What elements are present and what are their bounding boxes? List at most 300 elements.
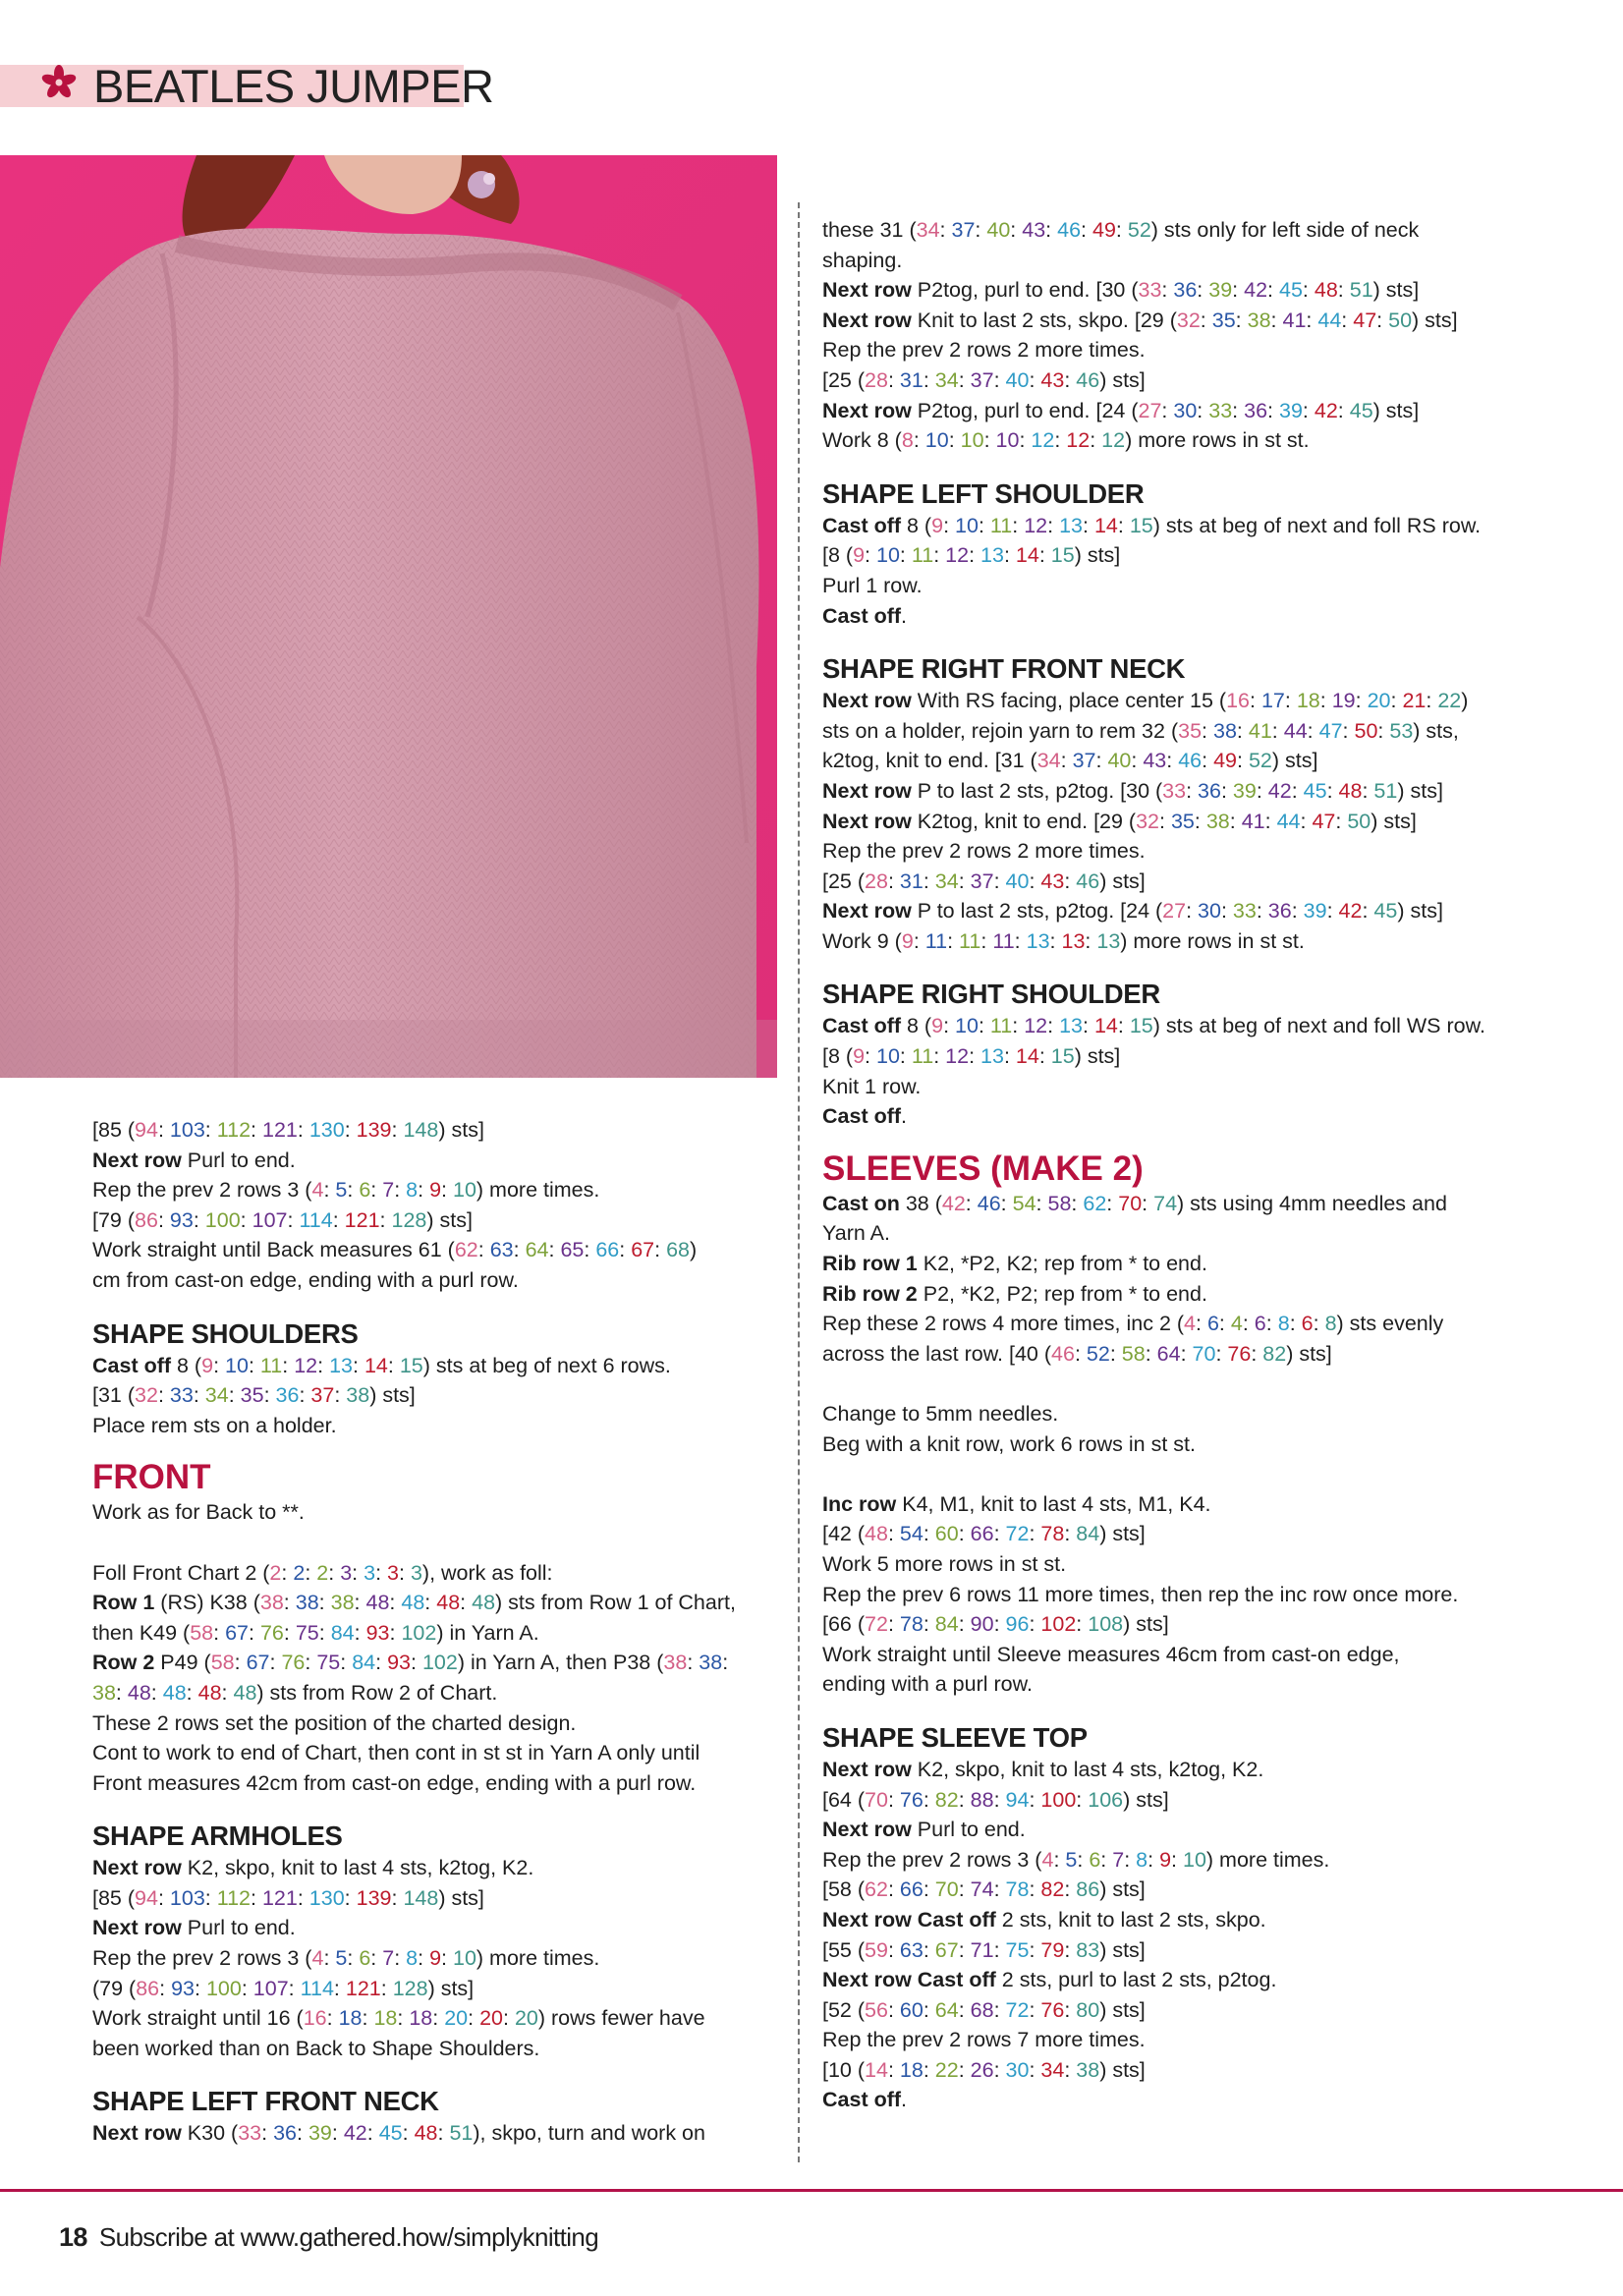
pattern-text: :	[331, 2121, 344, 2146]
size-value: 3	[410, 1560, 422, 1585]
pattern-text: :	[248, 1353, 260, 1377]
size-value: 114	[300, 1976, 334, 2000]
pattern-text: :	[1307, 718, 1319, 743]
size-value: 38	[295, 1591, 319, 1615]
size-value: 67	[246, 1651, 270, 1675]
pattern-text: K2, *P2, K2; rep from * to end.	[917, 1252, 1207, 1276]
size-value: 58	[1121, 1341, 1146, 1366]
size-value: 30	[1198, 899, 1221, 924]
size-value: 121	[344, 1207, 380, 1232]
size-value: 70	[1118, 1191, 1143, 1215]
size-value: 8	[1277, 1312, 1290, 1336]
pattern-text: :	[1077, 1847, 1090, 1872]
pattern-text: P to last 2 sts, p2tog. [24 (	[911, 899, 1163, 924]
pattern-text: ), work as foll:	[421, 1560, 553, 1585]
pattern-text: .	[901, 603, 908, 628]
instruction-label: Rib row 2	[822, 1281, 918, 1306]
pattern-text: Purl to end.	[181, 1916, 296, 1940]
size-value: 18	[373, 2006, 398, 2031]
size-value: 37	[970, 868, 994, 893]
size-value: 42	[343, 2121, 367, 2146]
size-value: 14	[865, 2057, 888, 2082]
size-value: 6	[359, 1178, 371, 1203]
size-value: 10	[955, 1014, 979, 1038]
size-value: 6	[1089, 1847, 1101, 1872]
size-value: 11	[959, 928, 981, 953]
pattern-text: :	[958, 367, 971, 392]
size-value: 43	[1040, 868, 1065, 893]
size-value: 46	[1178, 749, 1203, 773]
pattern-text: [25 (	[822, 367, 866, 392]
pattern-line	[822, 1580, 1530, 1610]
size-value: 20	[444, 2006, 469, 2031]
pattern-line	[92, 1115, 766, 1146]
pattern-text: K4, M1, knit to last 4 sts, M1, K4.	[896, 1491, 1211, 1516]
pattern-text: :	[379, 1207, 392, 1232]
size-value: 78	[899, 1612, 923, 1637]
size-value: 58	[1047, 1191, 1072, 1215]
size-value: 12	[294, 1353, 318, 1377]
size-value: 76	[1227, 1341, 1252, 1366]
pattern-text: [52 (	[822, 1997, 866, 2022]
pattern-text: ) sts]	[1099, 868, 1146, 893]
pattern-text: ) sts evenly	[1336, 1312, 1444, 1336]
pattern-text: :	[1038, 543, 1051, 568]
pattern-text: P49 (	[154, 1651, 211, 1675]
size-value: 34	[204, 1383, 229, 1408]
pattern-text: :	[159, 1976, 172, 2000]
pattern-text: :	[1064, 1877, 1077, 1902]
subsection-heading: SHAPE RIGHT FRONT NECK	[822, 653, 1186, 685]
pattern-line	[92, 1175, 766, 1205]
size-value: 19	[1331, 689, 1356, 713]
pattern-text: Rep these 2 rows 4 more times, inc 2 (	[822, 1312, 1185, 1336]
size-value: 38	[346, 1383, 370, 1408]
pattern-text: :	[1237, 749, 1249, 773]
pattern-text: :	[1142, 1191, 1154, 1215]
pattern-text: [64 (	[822, 1787, 866, 1812]
pattern-text: :	[399, 1560, 411, 1585]
size-value: 4	[1230, 1312, 1243, 1336]
pattern-text: ) sts using 4mm needles and	[1177, 1191, 1447, 1215]
pattern-text: Beg with a knit row, work 6 rows in st st.	[822, 1431, 1196, 1456]
size-value: 108	[1088, 1612, 1124, 1637]
size-value: 45	[1349, 398, 1373, 422]
size-value: 45	[378, 2121, 403, 2146]
pattern-text: With RS facing, place center 15 (	[911, 689, 1227, 713]
pattern-text: :	[923, 1877, 935, 1902]
size-value: 16	[303, 2006, 327, 2031]
pattern-text: :	[1012, 1014, 1025, 1038]
instruction-label: Row 2	[92, 1651, 155, 1675]
pattern-text: Work 9 (	[822, 928, 902, 953]
pattern-line	[92, 1853, 766, 1883]
pattern-text: :	[1267, 278, 1279, 303]
pattern-text: :	[1064, 1937, 1077, 1962]
pattern-text: :	[389, 1620, 402, 1645]
pattern-text: :	[394, 1178, 407, 1203]
pattern-text: :	[282, 1353, 295, 1377]
size-value: 86	[135, 1207, 158, 1232]
size-value: 86	[1076, 1877, 1100, 1902]
size-value: 46	[1057, 218, 1082, 242]
size-value: 52	[1086, 1341, 1110, 1366]
pattern-text: ) sts,	[1413, 718, 1459, 743]
pattern-text: :	[1202, 749, 1214, 773]
pattern-text: :	[1229, 809, 1242, 833]
pattern-line	[822, 1669, 1530, 1700]
column-divider	[798, 202, 800, 2162]
pattern-line	[92, 1380, 766, 1411]
pattern-text: ) in Yarn A, then P38 (	[457, 1651, 664, 1675]
pattern-text: been worked than on Back to Shape Shoulders.	[92, 2036, 540, 2060]
pattern-text: :	[352, 1560, 364, 1585]
size-value: 39	[1232, 778, 1257, 803]
size-value: 94	[1005, 1787, 1030, 1812]
pattern-line	[822, 807, 1530, 837]
size-value: 49	[1213, 749, 1238, 773]
size-value: 56	[865, 1997, 888, 2022]
pattern-text: Work 8 (	[822, 428, 902, 453]
pattern-text: :	[969, 543, 981, 568]
size-value: 2	[316, 1560, 329, 1585]
size-value: 30	[1173, 398, 1198, 422]
size-value: 5	[1065, 1847, 1078, 1872]
size-value: 67	[934, 1937, 959, 1962]
pattern-line	[92, 1497, 766, 1528]
pattern-text: K30 (	[181, 2121, 239, 2146]
size-value: 50	[1388, 308, 1413, 332]
pattern-text: :	[288, 1976, 301, 2000]
pattern-text: ) sts]	[1397, 899, 1443, 924]
pattern-text: ) sts at beg of next and foll WS row.	[1152, 1014, 1485, 1038]
pattern-text: :	[923, 1937, 935, 1962]
pattern-text: ) sts]	[1286, 1341, 1332, 1366]
pattern-text: :	[1106, 1191, 1119, 1215]
pattern-text: :	[1161, 278, 1174, 303]
pattern-text: :	[958, 1937, 971, 1962]
pattern-text: [85 (	[92, 1885, 136, 1910]
pattern-text: K2tog, knit to end. [29 (	[911, 809, 1137, 833]
size-value: 39	[308, 2121, 332, 2146]
size-value: 54	[1012, 1191, 1036, 1215]
instruction-label: Cast off	[822, 513, 902, 537]
pattern-text: :	[548, 1238, 561, 1262]
subsection-heading: SHAPE SLEEVE TOP	[822, 1721, 1088, 1753]
size-value: 9	[853, 1044, 866, 1069]
subsection-heading: SHAPE LEFT FRONT NECK	[92, 2086, 439, 2117]
pattern-text: :	[323, 1946, 336, 1971]
size-value: 88	[970, 1787, 994, 1812]
pattern-text: Purl to end.	[181, 1148, 296, 1172]
flower-icon	[41, 65, 77, 100]
pattern-text: :	[240, 1207, 252, 1232]
size-value: 34	[916, 218, 940, 242]
pattern-text: :	[1082, 513, 1094, 537]
size-value: 4	[1041, 1847, 1054, 1872]
size-value: 13	[1059, 513, 1083, 537]
size-value: 52	[1127, 218, 1151, 242]
size-value: 45	[1373, 899, 1398, 924]
size-value: 37	[951, 218, 976, 242]
pattern-text: :	[375, 1651, 388, 1675]
size-value: 75	[316, 1651, 341, 1675]
pattern-text: :	[654, 1238, 667, 1262]
pattern-text: :	[887, 2057, 900, 2082]
pattern-text: P2tog, purl to end. [30 (	[911, 278, 1139, 303]
pattern-text: :	[947, 928, 960, 953]
pattern-text: Knit to last 2 sts, skpo. [29 (	[911, 308, 1177, 332]
size-value: 11	[911, 1044, 934, 1069]
pattern-line	[822, 396, 1530, 426]
size-value: 84	[330, 1620, 355, 1645]
size-value: 2	[269, 1560, 282, 1585]
pattern-text: :	[943, 513, 956, 537]
pattern-line	[822, 1755, 1530, 1785]
pattern-text: [79 (	[92, 1207, 136, 1232]
instruction-label: Next row	[822, 809, 912, 833]
pattern-text: ) sts from Row 2 of Chart.	[256, 1680, 498, 1705]
size-value: 65	[560, 1238, 585, 1262]
size-value: 21	[1402, 689, 1427, 713]
pattern-text: ) more rows in st st.	[1120, 928, 1305, 953]
pattern-text: ) sts]	[1099, 2057, 1146, 2082]
pattern-text: :	[157, 1118, 170, 1142]
pattern-text: :	[923, 2057, 935, 2082]
size-value: 52	[1248, 749, 1272, 773]
pattern-text: :	[1171, 1847, 1183, 1872]
pattern-text: :	[261, 2121, 274, 2146]
pattern-text: :	[978, 1014, 990, 1038]
pattern-text: :	[334, 1383, 347, 1408]
pattern-text: :	[1166, 749, 1179, 773]
pattern-text: :	[1302, 398, 1315, 422]
pattern-text: :	[923, 1522, 935, 1546]
pattern-text: :	[251, 1885, 262, 1910]
pattern-line	[822, 1218, 1530, 1249]
size-value: 71	[970, 1937, 994, 1962]
pattern-text: :	[1235, 308, 1248, 332]
pattern-text: Change to 5mm needles.	[822, 1402, 1059, 1426]
pattern-text: shaping.	[822, 248, 903, 272]
pattern-text: :	[1242, 1312, 1255, 1336]
pattern-text: :	[1071, 1191, 1084, 1215]
pattern-text: :	[296, 2121, 308, 2146]
size-value: 45	[1303, 778, 1327, 803]
pattern-text: :	[1289, 1312, 1302, 1336]
pattern-line	[822, 1549, 1530, 1580]
size-value: 3	[340, 1560, 353, 1585]
pattern-text: :	[993, 1787, 1006, 1812]
size-value: 5	[335, 1946, 348, 1971]
size-value: 8	[406, 1178, 419, 1203]
pattern-line	[822, 215, 1530, 246]
pattern-text: :	[958, 1612, 971, 1637]
pattern-text: :	[1074, 1341, 1087, 1366]
pattern-text: :	[389, 1591, 402, 1615]
size-value: 11	[989, 1014, 1013, 1038]
size-value: 42	[1244, 278, 1268, 303]
pattern-text: :	[993, 1522, 1006, 1546]
pattern-text: :	[1376, 308, 1389, 332]
size-value: 33	[1232, 899, 1257, 924]
size-value: 31	[899, 868, 923, 893]
size-value: 32	[135, 1383, 158, 1408]
pattern-text: :	[1291, 778, 1304, 803]
size-value: 9	[853, 543, 866, 568]
size-value: 41	[1241, 809, 1265, 833]
pattern-text: (RS) K38 (	[154, 1591, 260, 1615]
size-value: 40	[1005, 868, 1030, 893]
size-value: 139	[356, 1885, 392, 1910]
pattern-text: :	[993, 367, 1006, 392]
pattern-text: :	[1284, 689, 1297, 713]
size-value: 43	[1143, 749, 1167, 773]
pattern-text: :	[186, 1680, 198, 1705]
pattern-text: [42 (	[822, 1522, 866, 1546]
size-value: 48	[162, 1680, 187, 1705]
size-value: 66	[595, 1238, 620, 1262]
pattern-text: :	[305, 1560, 317, 1585]
pattern-text: :	[157, 1383, 170, 1408]
pattern-text: :	[1054, 428, 1067, 453]
subsection-heading: SHAPE LEFT SHOULDER	[822, 477, 1145, 509]
pattern-text: :	[1319, 689, 1332, 713]
size-value: 72	[865, 1612, 888, 1637]
pattern-text: :	[157, 1207, 170, 1232]
pattern-text: ending with a purl row.	[822, 1672, 1033, 1697]
size-value: 130	[308, 1118, 345, 1142]
pattern-text: :	[1010, 218, 1023, 242]
size-value: 11	[911, 543, 934, 568]
instruction-label: Next row Cast off	[822, 1968, 996, 1992]
pattern-text: :	[1265, 1312, 1278, 1336]
pattern-text: :	[1047, 1014, 1060, 1038]
pattern-text: These 2 rows set the position of the charted design.	[92, 1710, 577, 1735]
size-value: 13	[1061, 928, 1086, 953]
size-value: 64	[1156, 1341, 1181, 1366]
pattern-line	[92, 1618, 766, 1649]
pattern-line	[822, 1189, 1530, 1219]
size-value: 107	[252, 1207, 288, 1232]
size-value: 11	[992, 928, 1015, 953]
size-value: 34	[1036, 749, 1061, 773]
pattern-text: :	[1426, 689, 1438, 713]
pattern-text: ) sts]	[1099, 1877, 1146, 1902]
size-value: 33	[1138, 278, 1162, 303]
pattern-text: [25 (	[822, 868, 866, 893]
size-value: 128	[391, 1207, 427, 1232]
size-value: 93	[365, 1620, 390, 1645]
pattern-text: :	[1035, 1191, 1048, 1215]
pattern-line	[822, 246, 1530, 276]
pattern-text: 2 sts, purl to last 2 sts, p2tog.	[995, 1968, 1277, 1992]
size-value: 40	[1005, 367, 1030, 392]
size-value: 75	[295, 1620, 319, 1645]
pattern-line	[92, 1351, 766, 1381]
pattern-text: :	[1045, 218, 1058, 242]
page-number: 18	[59, 2222, 87, 2252]
size-value: 13	[1026, 928, 1050, 953]
pattern-text: Work straight until Back measures 61 (	[92, 1238, 455, 1262]
size-value: 75	[1005, 1937, 1030, 1962]
size-value: 83	[1076, 1937, 1100, 1962]
pattern-text: ) sts]	[1123, 1787, 1169, 1812]
size-value: 13	[980, 543, 1004, 568]
pattern-text: :	[150, 1680, 163, 1705]
instruction-label: Next row	[822, 1818, 912, 1842]
size-value: 33	[169, 1383, 194, 1408]
instruction-label: Cast off	[822, 603, 902, 628]
pattern-text: :	[687, 1651, 700, 1675]
size-value: 11	[924, 928, 948, 953]
pattern-text: :	[887, 1997, 900, 2022]
size-value: 50	[1354, 718, 1378, 743]
size-value: 12	[1024, 1014, 1048, 1038]
size-value: 114	[299, 1207, 333, 1232]
size-value: 10	[995, 428, 1020, 453]
size-value: 37	[970, 367, 994, 392]
pattern-text: :	[370, 1178, 383, 1203]
pattern-text: :	[1000, 1191, 1013, 1215]
pattern-text: :	[366, 2121, 379, 2146]
size-value: 12	[945, 1044, 970, 1069]
size-value: 14	[1093, 1014, 1118, 1038]
pattern-text: :	[1197, 398, 1209, 422]
pattern-text: :	[204, 1885, 217, 1910]
pattern-text: :	[1060, 749, 1073, 773]
size-value: 6	[359, 1946, 371, 1971]
pattern-text: :	[441, 1946, 453, 1971]
instruction-label: Next row	[822, 278, 912, 303]
pattern-text: :	[326, 2006, 339, 2031]
instruction-label: Inc row	[822, 1491, 897, 1516]
pattern-text: :	[1236, 718, 1249, 743]
size-value: 70	[865, 1787, 888, 1812]
spacer	[822, 1459, 1530, 1489]
pattern-text: Place rem sts on a holder.	[92, 1413, 337, 1437]
pattern-text: :	[394, 1946, 407, 1971]
pattern-text: Rep the prev 2 rows 3 (	[822, 1847, 1042, 1872]
pattern-text: :	[411, 1651, 422, 1675]
pattern-text: ) sts at beg of next and foll RS row.	[1152, 513, 1482, 537]
pattern-text: :	[263, 1383, 276, 1408]
pattern-text: Work straight until Sleeve measures 46cm from cast-on edge,	[822, 1642, 1400, 1666]
pattern-text: ) sts]	[427, 1976, 475, 2000]
size-value: 53	[1389, 718, 1414, 743]
size-value: 8	[406, 1946, 419, 1971]
size-value: 62	[1083, 1191, 1107, 1215]
size-value: 35	[1170, 809, 1195, 833]
jumper-photo	[0, 155, 777, 1078]
pattern-text: :	[993, 2057, 1006, 2082]
size-value: 44	[1317, 308, 1342, 332]
size-value: 7	[382, 1178, 395, 1203]
pattern-text: :	[347, 1178, 360, 1203]
pattern-line	[822, 275, 1530, 306]
size-value: 38	[1205, 809, 1230, 833]
pattern-text: 8 (	[171, 1353, 202, 1377]
pattern-text: :	[1271, 718, 1284, 743]
size-value: 38	[330, 1591, 355, 1615]
pattern-text: :	[1029, 2057, 1041, 2082]
pattern-text: :	[391, 1118, 404, 1142]
size-value: 4	[311, 1178, 324, 1203]
pattern-text: (79 (	[92, 1976, 137, 2000]
pattern-text: :	[1326, 899, 1339, 924]
size-value: 80	[1076, 1997, 1100, 2022]
size-value: 11	[989, 513, 1013, 537]
